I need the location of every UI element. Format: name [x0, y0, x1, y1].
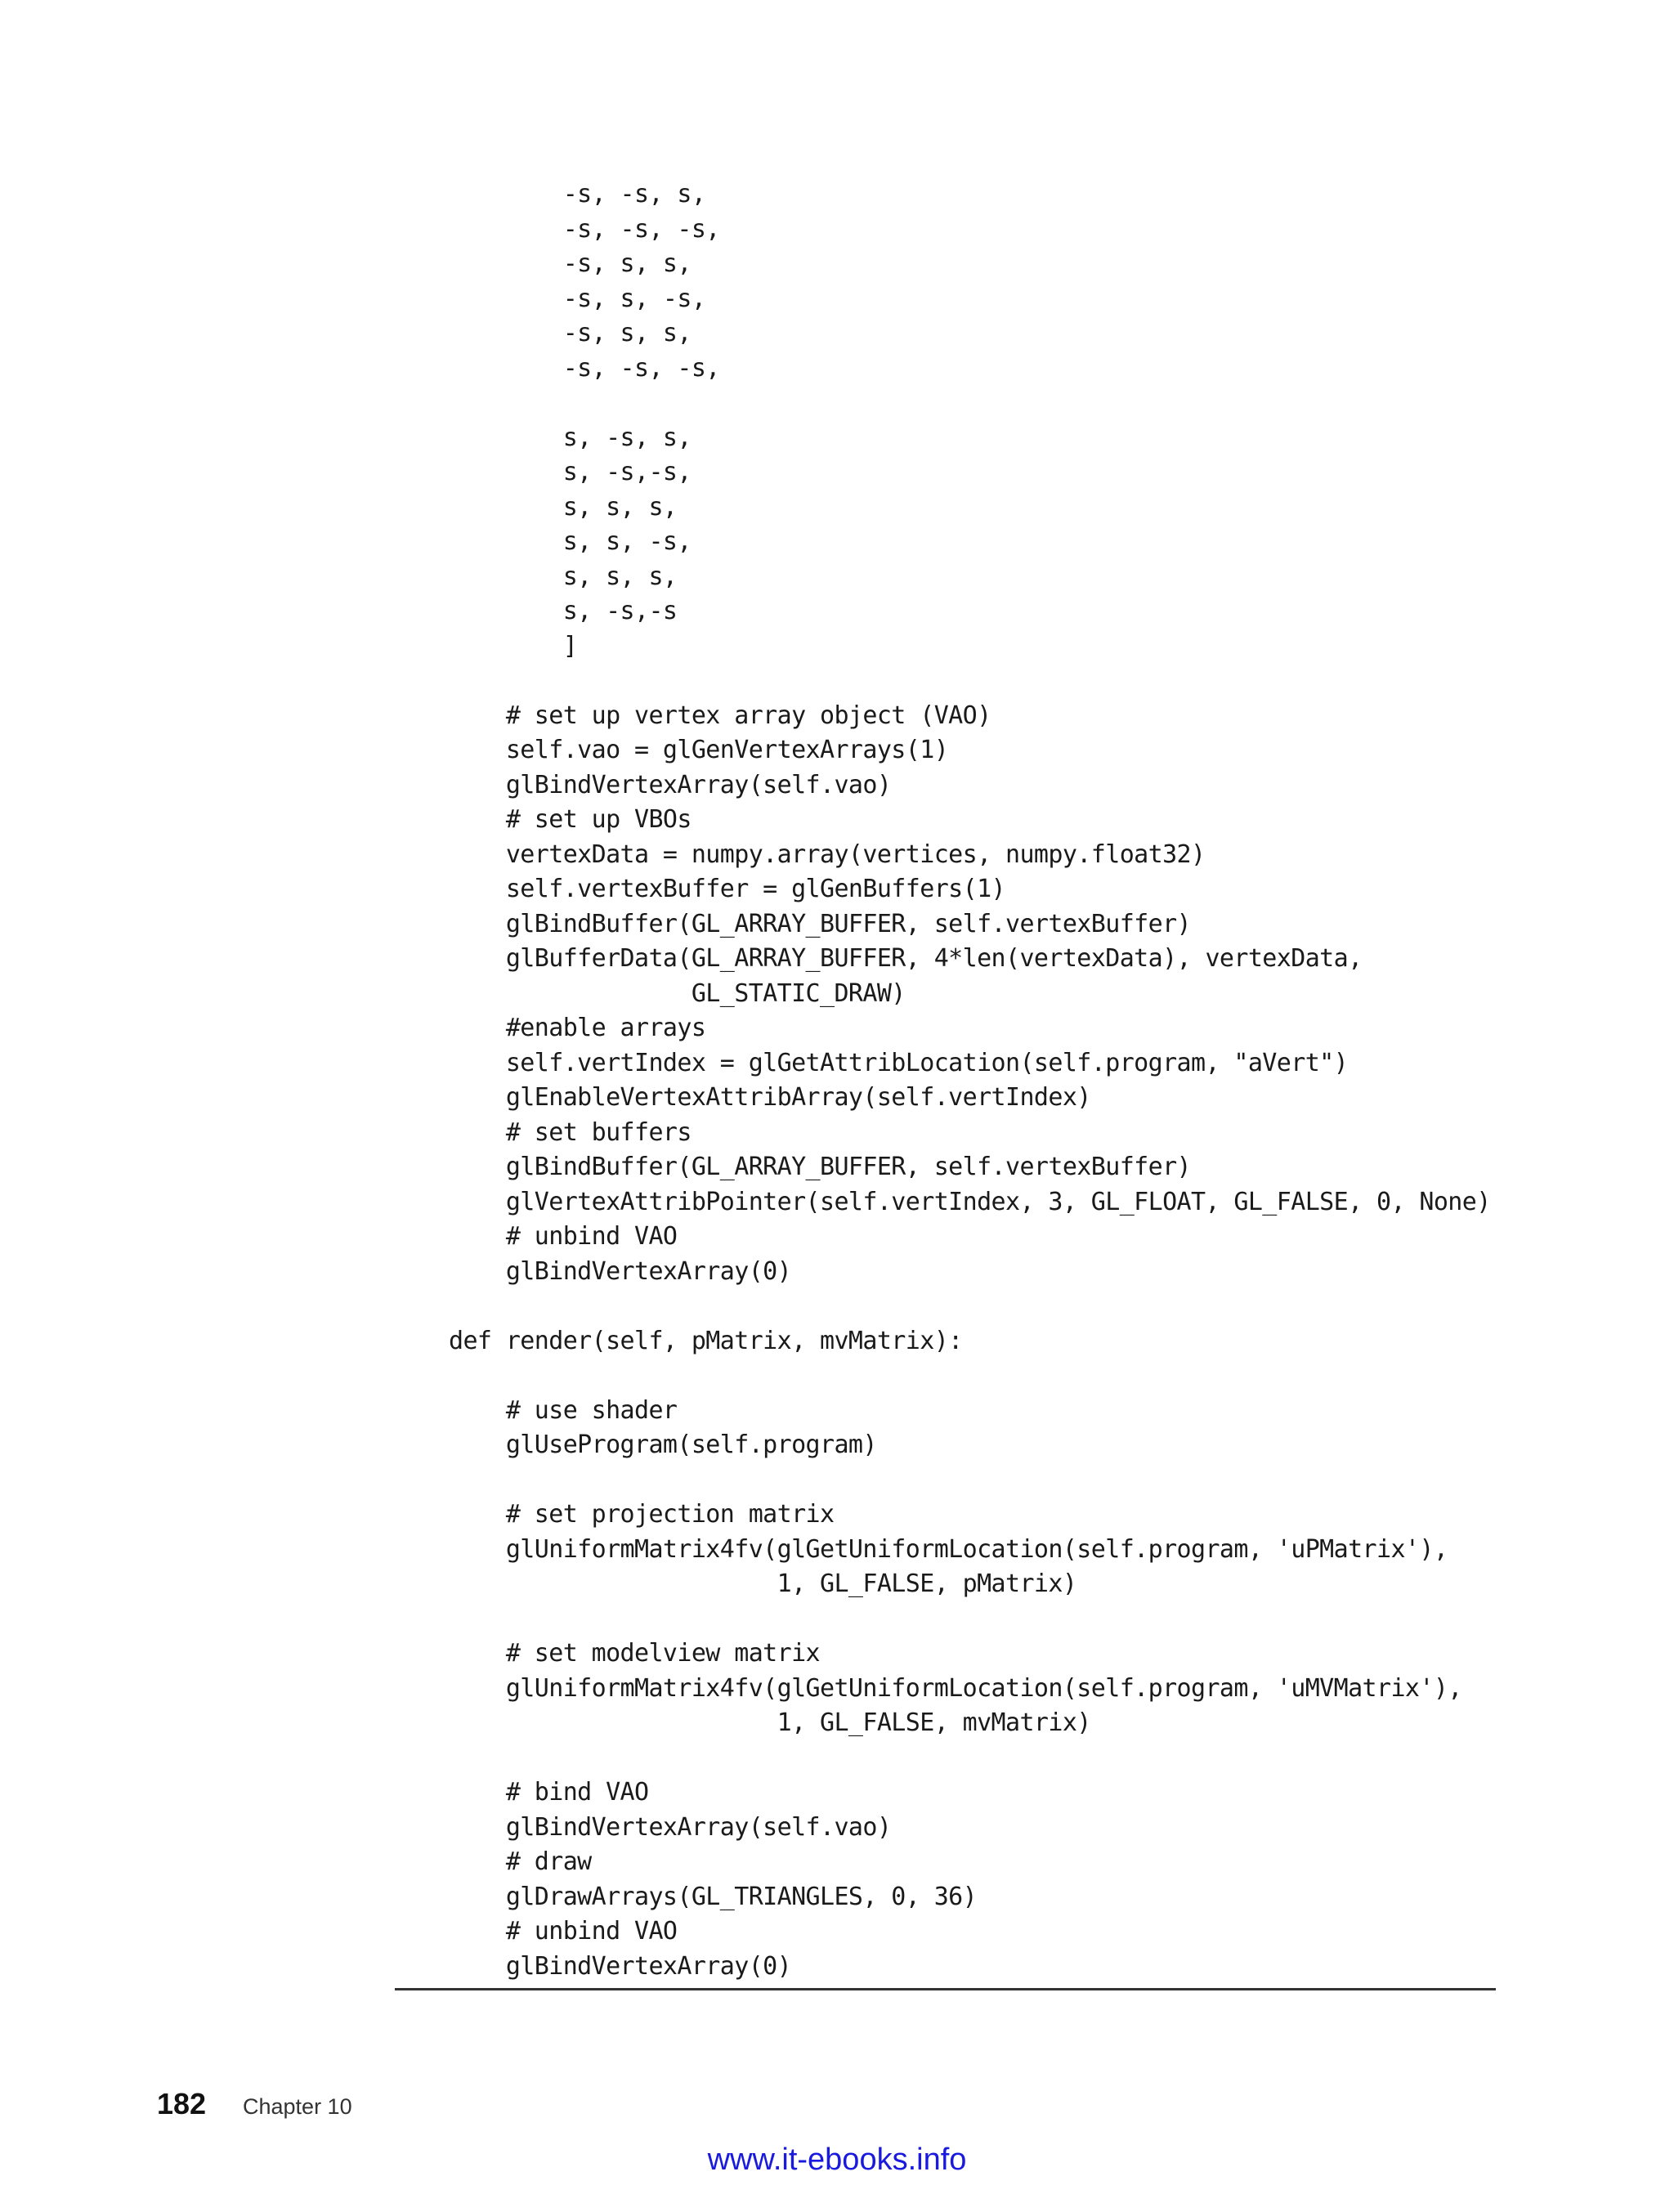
code-listing: [449, 177, 1491, 1984]
code-line: glEnableVertexAttribArray(self.vertIndex): [449, 1083, 1091, 1112]
code-line: -s, -s, -s,: [449, 214, 720, 244]
code-line: def render(self, pMatrix, mvMatrix):: [449, 1326, 963, 1355]
page-number: 182: [157, 2087, 207, 2120]
code-line: -s, -s, s,: [449, 180, 706, 208]
code-line: 1, GL_FALSE, pMatrix): [449, 1569, 1077, 1598]
code-line: [449, 1741, 1491, 1776]
code-line: [449, 386, 1491, 421]
code-line: #enable arrays: [449, 1014, 706, 1042]
code-line: s, -s,-s,: [449, 458, 692, 486]
code-line: glBindVertexArray(self.vao): [449, 1812, 892, 1842]
code-line: s, s, s,: [449, 492, 678, 522]
code-line: -s, s, s,: [449, 249, 692, 278]
code-line: [449, 1463, 1491, 1498]
code-line: glVertexAttribPointer(self.vertIndex, 3, GL_FLOAT, GL_FALSE, 0, None): [449, 1187, 1491, 1216]
code-line: # set up vertex array object (VAO): [449, 701, 991, 730]
code-line: glBufferData(GL_ARRAY_BUFFER, 4*len(vertexData), vertexData,: [449, 944, 1363, 973]
code-line: vertexData = numpy.array(vertices, numpy.float32): [449, 840, 1206, 869]
code-line: glDrawArrays(GL_TRIANGLES, 0, 36): [449, 1882, 978, 1911]
code-line: s, s, s,: [449, 562, 678, 591]
code-line: # set up VBOs: [449, 805, 692, 834]
code-line: # set buffers: [449, 1117, 692, 1147]
code-line: GL_STATIC_DRAW): [449, 978, 906, 1008]
code-line: ]: [449, 631, 578, 660]
code-line: [449, 664, 1491, 699]
listing-end-rule: [395, 1988, 1496, 1990]
code-line: 1, GL_FALSE, mvMatrix): [449, 1708, 1091, 1737]
code-line: s, -s,-s: [449, 597, 678, 625]
code-line: glBindBuffer(GL_ARRAY_BUFFER, self.vertexBuffer): [449, 1153, 1191, 1181]
code-line: # set projection matrix: [449, 1500, 835, 1529]
code-line: glBindVertexArray(0): [449, 1256, 792, 1286]
code-line: -s, -s, -s,: [449, 353, 720, 383]
code-line: # draw: [449, 1847, 592, 1876]
code-line: -s, s, -s,: [449, 284, 706, 313]
code-line: glBindVertexArray(self.vao): [449, 770, 892, 799]
code-line: # unbind VAO: [449, 1222, 678, 1251]
code-line: [449, 1359, 1491, 1394]
code-line: [449, 1289, 1491, 1324]
code-line: self.vertIndex = glGetAttribLocation(self.program, "aVert"): [449, 1048, 1349, 1077]
code-line: glBindVertexArray(0): [449, 1951, 792, 1981]
code-line: s, s, -s,: [449, 527, 692, 556]
code-line: # unbind VAO: [449, 1917, 678, 1946]
code-line: self.vertexBuffer = glGenBuffers(1): [449, 875, 1005, 903]
code-line: glUseProgram(self.program): [449, 1431, 877, 1459]
code-line: -s, s, s,: [449, 319, 692, 347]
footer-url-link[interactable]: www.it-ebooks.info: [707, 2143, 967, 2177]
code-line: s, -s, s,: [449, 423, 692, 452]
code-line: # use shader: [449, 1395, 678, 1425]
code-line: [449, 1602, 1491, 1637]
chapter-label: Chapter 10: [243, 2094, 352, 2119]
code-line: glBindBuffer(GL_ARRAY_BUFFER, self.vertexBuffer): [449, 909, 1191, 938]
code-line: self.vao = glGenVertexArrays(1): [449, 736, 949, 764]
code-line: glUniformMatrix4fv(glGetUniformLocation(self.program, 'uMVMatrix'),: [449, 1673, 1462, 1703]
code-line: # set modelview matrix: [449, 1639, 820, 1668]
code-line: glUniformMatrix4fv(glGetUniformLocation(self.program, 'uPMatrix'),: [449, 1534, 1448, 1564]
code-line: # bind VAO: [449, 1778, 649, 1807]
